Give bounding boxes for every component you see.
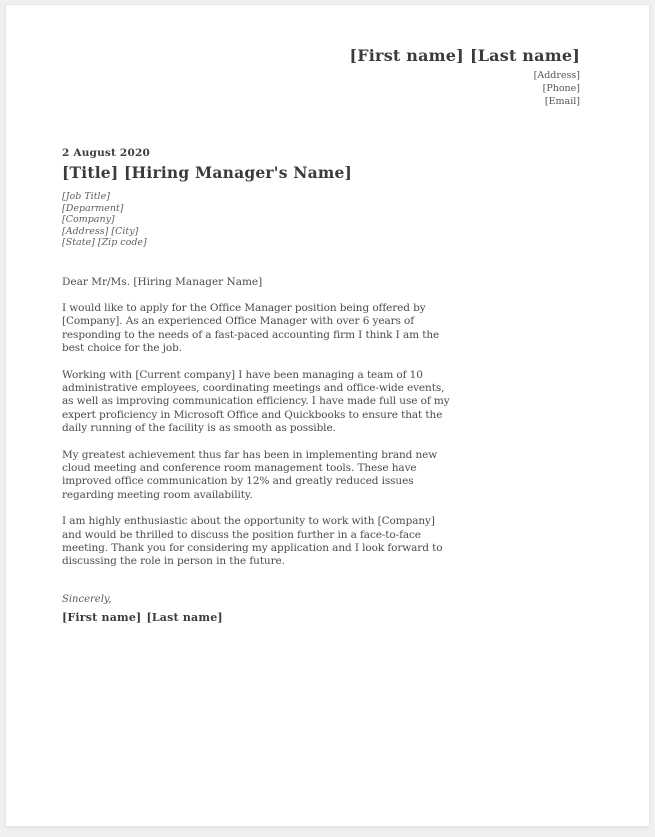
signature-first-name: [First name] bbox=[62, 610, 142, 624]
recipient-address-city-line: [Address] [City] bbox=[62, 225, 139, 237]
recipient-company-line: [Company] bbox=[62, 214, 115, 226]
body-paragraph-2: Working with [Current company] I have been managing a team of 10 administrative employees, coordinating meetings and office-wide events, as well as improving communication efficiency. I have made full use of my expert proficiency in Microsoft Office and Quickbooks to ensure that the daily running of the facility is as smooth as possible. bbox=[62, 368, 450, 435]
body-paragraph-1: I would like to apply for the Office Manager position being offered by [Company]. As an experienced Office Manager with over 6 years of responding to the needs of a fast-paced accounting firm I think I am the best choice for the job. bbox=[62, 301, 440, 355]
letter-content bbox=[6, 5, 649, 826]
sender-contact-block bbox=[62, 69, 580, 108]
recipient-department-line: [Deparment] bbox=[62, 202, 124, 214]
sender-address-line: [Address] bbox=[533, 70, 580, 81]
sender-phone-line: [Phone] bbox=[542, 83, 580, 94]
sender-last-name: [Last name] bbox=[469, 46, 580, 65]
sender-name bbox=[62, 46, 580, 66]
body-paragraph-4: I am highly enthusiastic about the opportunity to work with [Company] and would be thrilled to discuss the position further in a face-to-face meeting. Thank you for considering my application and I look forward to discussing the role in person in the future. bbox=[62, 515, 443, 568]
closing-valediction: Sincerely, bbox=[62, 593, 112, 605]
recipient-details-block bbox=[62, 191, 580, 249]
signature-last-name: [Last name] bbox=[146, 610, 223, 624]
letter-page bbox=[5, 4, 650, 827]
body-paragraph-3: My greatest achievement thus far has been in implementing brand new cloud meeting and conference room management tools. These have improved office communication by 12% and greatly reduced issues regarding meeting room availability. bbox=[62, 448, 438, 501]
signature-name bbox=[62, 611, 580, 625]
recipient-name-heading: [Title] [Hiring Manager's Name] bbox=[62, 163, 353, 182]
sender-email-line: [Email] bbox=[544, 96, 580, 107]
letter-date: 2 August 2020 bbox=[62, 147, 150, 159]
sender-first-name: [First name] bbox=[349, 46, 464, 65]
salutation: Dear Mr/Ms. [Hiring Manager Name] bbox=[62, 275, 263, 288]
sender-header bbox=[62, 46, 580, 108]
recipient-job-title-line: [Job Title] bbox=[62, 191, 110, 202]
recipient-state-zip-line: [State] [Zip code] bbox=[62, 237, 147, 249]
